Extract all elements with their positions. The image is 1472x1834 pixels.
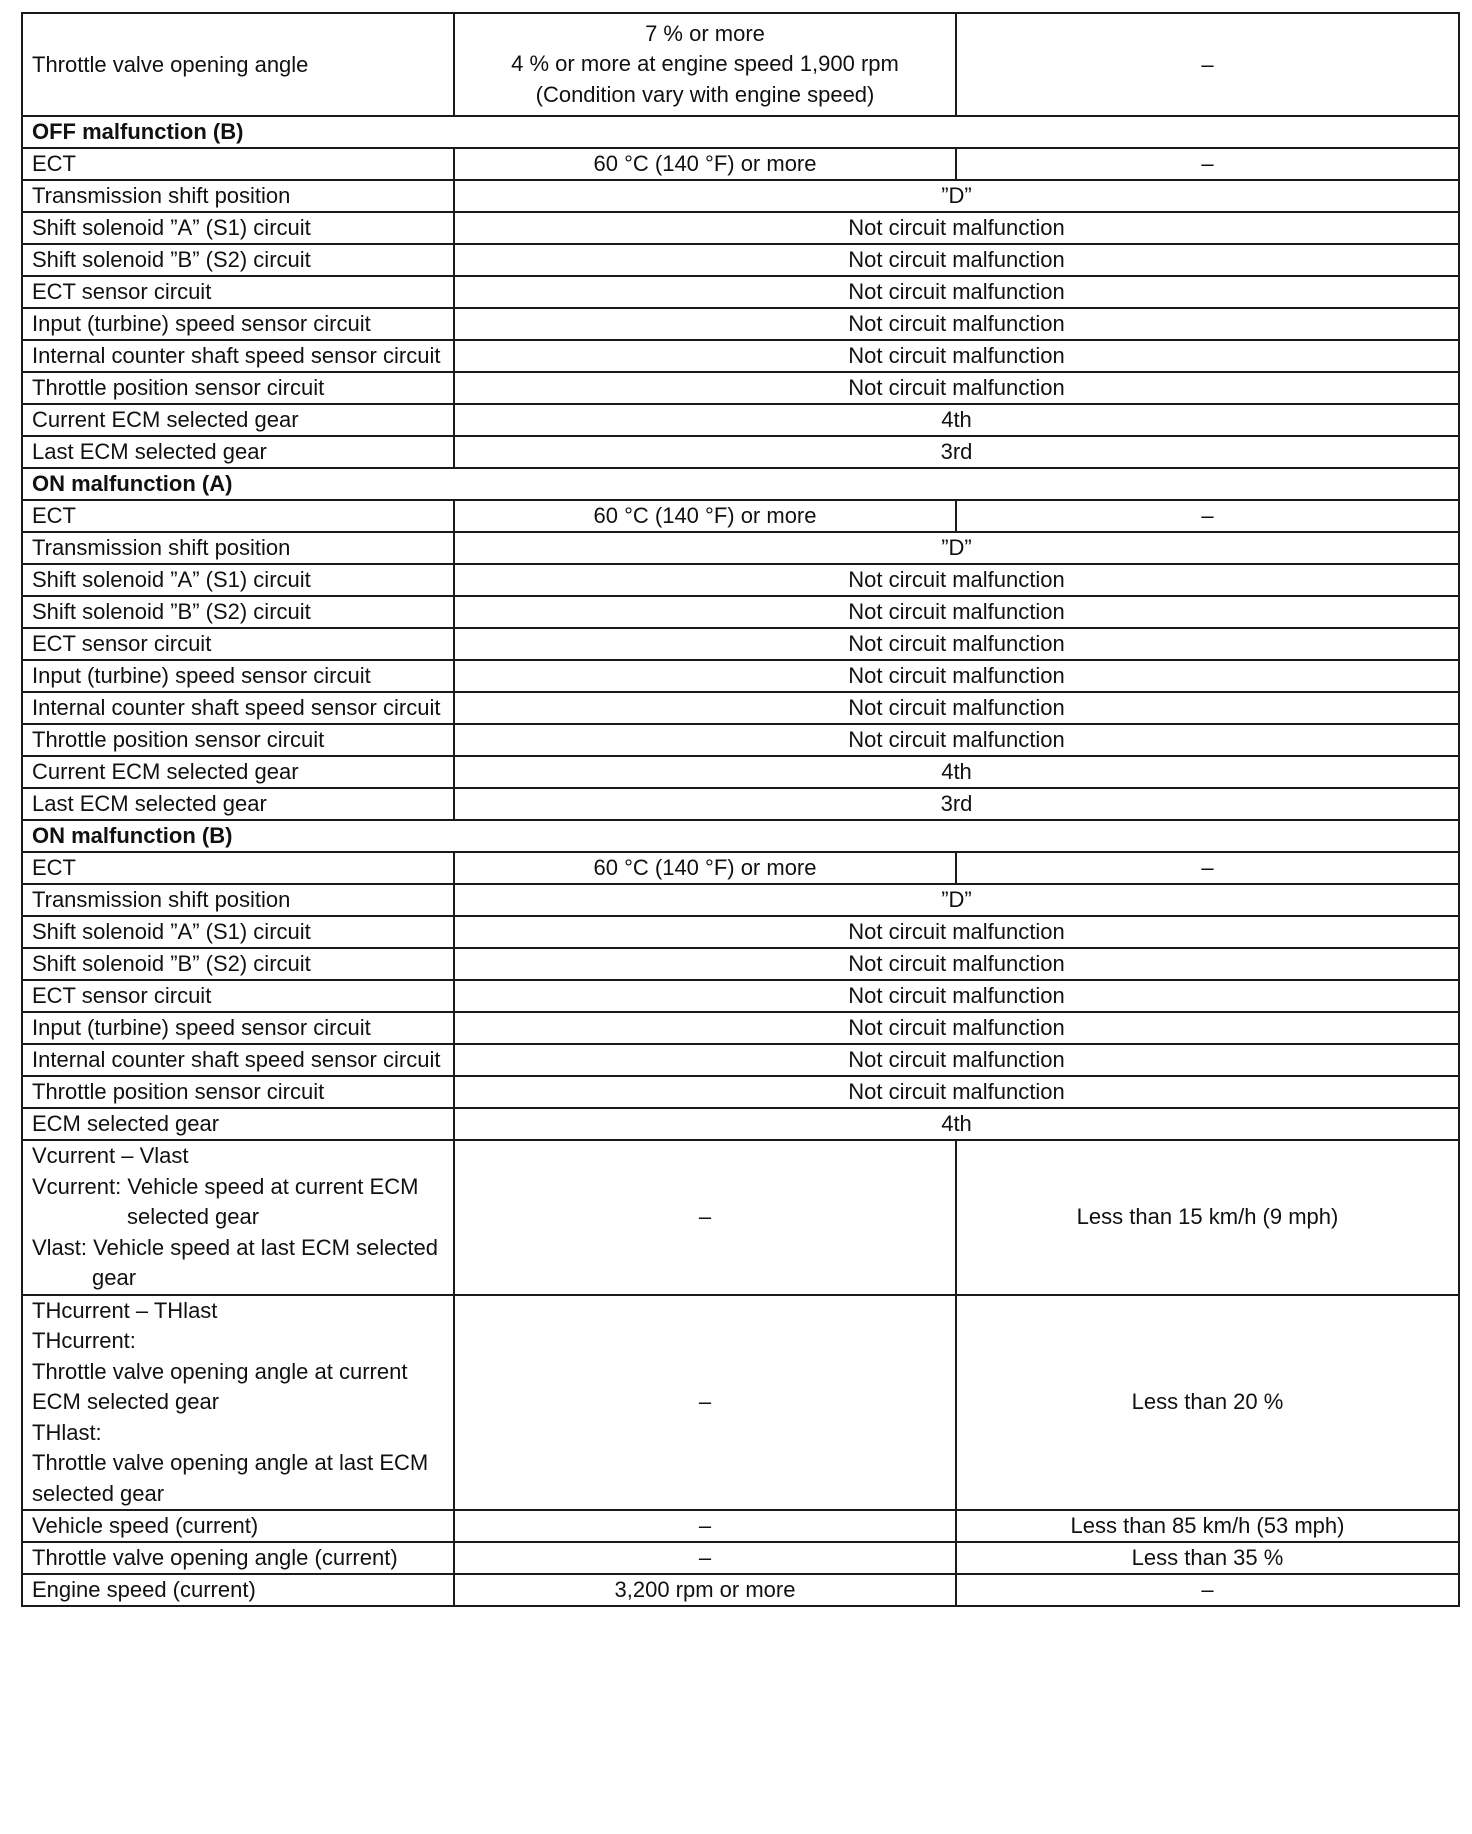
label-line: Throttle valve opening angle at last ECM (32, 1450, 429, 1475)
row-label: Shift solenoid ”B” (S2) circuit (22, 596, 454, 628)
section-header-row (22, 468, 1459, 500)
section-header-row (22, 820, 1459, 852)
section-header-row (22, 116, 1459, 148)
row-value: Not circuit malfunction (454, 596, 1459, 628)
row-value: – (956, 13, 1459, 116)
row-label: Last ECM selected gear (22, 436, 454, 468)
row-label: Throttle position sensor circuit (22, 1076, 454, 1108)
row-value: Not circuit malfunction (454, 916, 1459, 948)
row-condition: 60 °C (140 °F) or more (454, 500, 956, 532)
row-condition: 60 °C (140 °F) or more (454, 148, 956, 180)
table-row (22, 1012, 1459, 1044)
table-row (22, 276, 1459, 308)
row-value: Not circuit malfunction (454, 340, 1459, 372)
row-value: Not circuit malfunction (454, 980, 1459, 1012)
row-label (22, 1140, 454, 1295)
label-line: Vcurrent – Vlast (32, 1143, 189, 1168)
table-row (22, 148, 1459, 180)
row-label: Internal counter shaft speed sensor circuit (22, 692, 454, 724)
label-line: selected gear (32, 1480, 165, 1506)
label-line: THcurrent – THlast (32, 1297, 218, 1323)
section-header: ON malfunction (B) (22, 820, 1459, 852)
table-row (22, 852, 1459, 884)
row-label: Vehicle speed (current) (22, 1510, 454, 1542)
row-value: Not circuit malfunction (454, 692, 1459, 724)
table-row (22, 244, 1459, 276)
row-label: Transmission shift position (22, 884, 454, 916)
row-label: ECT sensor circuit (22, 276, 454, 308)
table-row (22, 340, 1459, 372)
row-label: ECT sensor circuit (22, 980, 454, 1012)
row-label (22, 1295, 454, 1511)
row-label: Throttle position sensor circuit (22, 372, 454, 404)
row-label: Input (turbine) speed sensor circuit (22, 660, 454, 692)
row-label: Throttle valve opening angle (current) (22, 1542, 454, 1574)
row-value: Not circuit malfunction (454, 1044, 1459, 1076)
table-row (22, 980, 1459, 1012)
table-row (22, 628, 1459, 660)
row-label: Internal counter shaft speed sensor circuit (22, 1044, 454, 1076)
table-row (22, 13, 1459, 116)
label-line: ECM selected gear (32, 1389, 220, 1414)
table-row (22, 916, 1459, 948)
row-label: ECT (22, 148, 454, 180)
label-line: THcurrent: (32, 1328, 136, 1353)
row-value: Not circuit malfunction (454, 212, 1459, 244)
table-row (22, 1108, 1459, 1140)
condition-line: (Condition vary with engine speed) (535, 81, 875, 107)
row-label: Current ECM selected gear (22, 404, 454, 436)
table-row (22, 1044, 1459, 1076)
row-value: Not circuit malfunction (454, 724, 1459, 756)
row-condition: – (454, 1140, 956, 1295)
row-value: Not circuit malfunction (454, 564, 1459, 596)
row-value: – (956, 1574, 1459, 1606)
row-value: Not circuit malfunction (454, 244, 1459, 276)
row-label: Engine speed (current) (22, 1574, 454, 1606)
row-value: 3rd (454, 436, 1459, 468)
row-value: – (956, 148, 1459, 180)
row-value: Less than 15 km/h (9 mph) (956, 1140, 1459, 1295)
row-label: Throttle position sensor circuit (22, 724, 454, 756)
row-label: Current ECM selected gear (22, 756, 454, 788)
row-value: 3rd (454, 788, 1459, 820)
table-row (22, 404, 1459, 436)
label-line: Vcurrent: Vehicle speed at current ECM (32, 1173, 419, 1199)
row-label: Throttle valve opening angle (22, 13, 454, 116)
row-value: Less than 85 km/h (53 mph) (956, 1510, 1459, 1542)
row-value: ”D” (454, 884, 1459, 916)
row-value: ”D” (454, 532, 1459, 564)
row-label: ECT (22, 500, 454, 532)
table-row (22, 372, 1459, 404)
table-row (22, 1076, 1459, 1108)
row-value: 4th (454, 404, 1459, 436)
row-value: – (956, 852, 1459, 884)
row-label: ECM selected gear (22, 1108, 454, 1140)
row-condition: 3,200 rpm or more (454, 1574, 956, 1606)
row-value: Not circuit malfunction (454, 948, 1459, 980)
row-value: 4th (454, 756, 1459, 788)
row-condition (454, 13, 956, 116)
row-value: – (956, 500, 1459, 532)
row-value: ”D” (454, 180, 1459, 212)
row-value: Not circuit malfunction (454, 1076, 1459, 1108)
table-row (22, 1542, 1459, 1574)
table-row (22, 948, 1459, 980)
table-row (22, 564, 1459, 596)
condition-line: 7 % or more (645, 20, 765, 46)
row-value: Not circuit malfunction (454, 308, 1459, 340)
table-row (22, 180, 1459, 212)
table-row (22, 756, 1459, 788)
section-header: ON malfunction (A) (22, 468, 1459, 500)
table-row (22, 500, 1459, 532)
row-label: ECT sensor circuit (22, 628, 454, 660)
table-row (22, 596, 1459, 628)
row-condition: 60 °C (140 °F) or more (454, 852, 956, 884)
table-row (22, 1295, 1459, 1511)
row-value: Not circuit malfunction (454, 276, 1459, 308)
table-row (22, 212, 1459, 244)
label-line: Vlast: Vehicle speed at last ECM selected (32, 1234, 438, 1260)
row-value: Not circuit malfunction (454, 372, 1459, 404)
row-label: Input (turbine) speed sensor circuit (22, 308, 454, 340)
row-condition: – (454, 1510, 956, 1542)
row-label: Last ECM selected gear (22, 788, 454, 820)
row-label: Internal counter shaft speed sensor circuit (22, 340, 454, 372)
condition-table-body (22, 13, 1459, 1606)
row-label: Shift solenoid ”A” (S1) circuit (22, 916, 454, 948)
table-row (22, 1510, 1459, 1542)
label-line: THlast: (32, 1419, 102, 1445)
table-row (22, 660, 1459, 692)
table-row (22, 788, 1459, 820)
row-label: Transmission shift position (22, 532, 454, 564)
section-header: OFF malfunction (B) (22, 116, 1459, 148)
row-label: ECT (22, 852, 454, 884)
label-line: Throttle valve opening angle at current (32, 1358, 408, 1384)
condition-table-container (21, 12, 1458, 1607)
label-line: selected gear (127, 1204, 260, 1229)
row-value: 4th (454, 1108, 1459, 1140)
row-value: Not circuit malfunction (454, 660, 1459, 692)
table-row (22, 436, 1459, 468)
table-row (22, 884, 1459, 916)
row-value: Less than 35 % (956, 1542, 1459, 1574)
row-label: Transmission shift position (22, 180, 454, 212)
row-label: Input (turbine) speed sensor circuit (22, 1012, 454, 1044)
row-value: Less than 20 % (956, 1295, 1459, 1511)
condition-line: 4 % or more at engine speed 1,900 rpm (511, 51, 899, 77)
row-condition: – (454, 1542, 956, 1574)
row-label: Shift solenoid ”B” (S2) circuit (22, 948, 454, 980)
condition-table (21, 12, 1460, 1607)
row-label: Shift solenoid ”B” (S2) circuit (22, 244, 454, 276)
row-value: Not circuit malfunction (454, 1012, 1459, 1044)
table-row (22, 692, 1459, 724)
row-value: Not circuit malfunction (454, 628, 1459, 660)
row-condition: – (454, 1295, 956, 1511)
row-label: Shift solenoid ”A” (S1) circuit (22, 564, 454, 596)
table-row (22, 724, 1459, 756)
table-row (22, 532, 1459, 564)
table-row (22, 308, 1459, 340)
label-line: gear (92, 1265, 137, 1290)
row-label: Shift solenoid ”A” (S1) circuit (22, 212, 454, 244)
table-row (22, 1140, 1459, 1295)
table-row (22, 1574, 1459, 1606)
